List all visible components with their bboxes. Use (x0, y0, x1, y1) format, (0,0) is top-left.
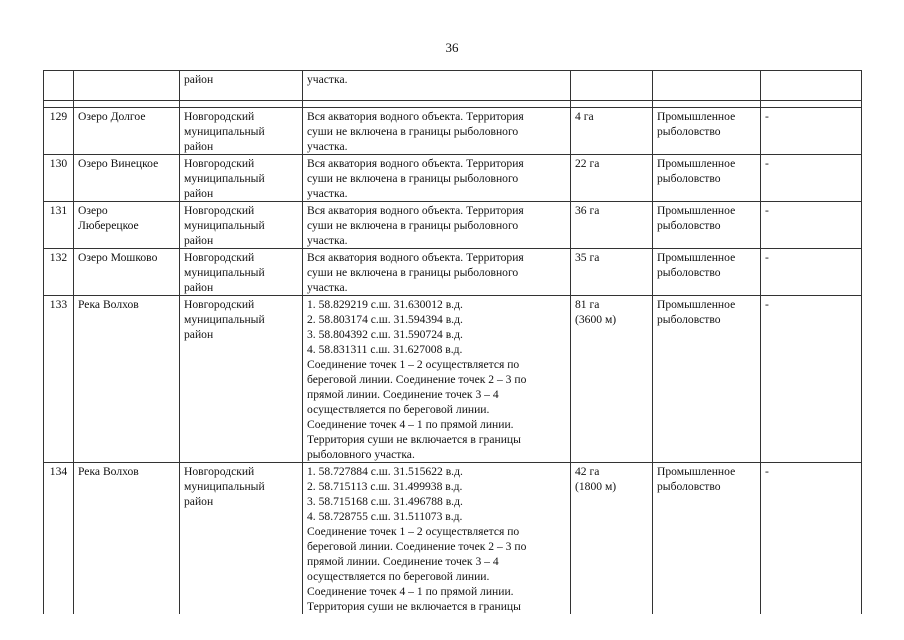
cell-area (571, 71, 653, 101)
cell-purpose: Промышленное рыболовство (653, 202, 761, 249)
spacer-row (44, 101, 862, 108)
cell-district: район (180, 71, 303, 101)
page-number: 36 (445, 40, 459, 55)
cell-num: 134 (44, 463, 74, 615)
continuation-row (44, 71, 862, 101)
cell-district: Новгородский муниципальный район (180, 202, 303, 249)
cell-purpose: Промышленное рыболовство (653, 249, 761, 296)
cell-num: 133 (44, 296, 74, 463)
cell-boundary: Вся акватория водного объекта. Территория суши не включена в границы рыболовного участка. (303, 155, 571, 202)
cell-name: Озеро Долгое (74, 108, 180, 155)
cell-purpose: Промышленное рыболовство (653, 155, 761, 202)
cell-district: Новгородский муниципальный район (180, 296, 303, 463)
cell-extra: - (761, 202, 862, 249)
cell-district: Новгородский муниципальный район (180, 463, 303, 615)
table-row (44, 296, 862, 463)
cell-purpose: Промышленное рыболовство (653, 463, 761, 615)
cell-area: 22 га (571, 155, 653, 202)
cell-num: 131 (44, 202, 74, 249)
table-row (44, 108, 862, 155)
cell-purpose: Промышленное рыболовство (653, 108, 761, 155)
cell-district: Новгородский муниципальный район (180, 108, 303, 155)
cell-name: Река Волхов (74, 463, 180, 615)
cell-extra: - (761, 155, 862, 202)
cell-area: 4 га (571, 108, 653, 155)
cell-extra: - (761, 249, 862, 296)
cell-district: Новгородский муниципальный район (180, 155, 303, 202)
cell-extra: - (761, 296, 862, 463)
cell-area: 81 га (3600 м) (571, 296, 653, 463)
cell-boundary: 1. 58.829219 с.ш. 31.630012 в.д. 2. 58.803174 с.ш. 31.594394 в.д. 3. 58.804392 с.ш. 31.590724 в.д. 4. 58.831311 с.ш. 31.627008 в.д. Соединение точек 1 – 2 осуществляется по береговой линии. Соединение точек 2 – 3 по прямой линии. Соединение точек 3 – 4 осуществляется по береговой линии. Соединение точек 4 – 1 по прямой линии. Территория суши не включается в границы рыболовного участка. (303, 296, 571, 463)
cell-name: Озеро Люберецкое (74, 202, 180, 249)
cell-boundary: Вся акватория водного объекта. Территория суши не включена в границы рыболовного участка. (303, 202, 571, 249)
cell-area: 42 га (1800 м) (571, 463, 653, 615)
cell-boundary: 1. 58.727884 с.ш. 31.515622 в.д. 2. 58.715113 с.ш. 31.499938 в.д. 3. 58.715168 с.ш. 31.496788 в.д. 4. 58.728755 с.ш. 31.511073 в.д. Соединение точек 1 – 2 осуществляется по береговой линии. Соединение точек 2 – 3 по прямой линии. Соединение точек 3 – 4 осуществляется по береговой линии. Соединение точек 4 – 1 по прямой линии. Территория суши не включается в границы (303, 463, 571, 615)
cell-area: 35 га (571, 249, 653, 296)
cell-purpose: Промышленное рыболовство (653, 296, 761, 463)
cell-num: 130 (44, 155, 74, 202)
cell-extra: - (761, 108, 862, 155)
cell-name (74, 71, 180, 101)
cell-boundary: участка. (303, 71, 571, 101)
cell-num (44, 71, 74, 101)
cell-purpose (653, 71, 761, 101)
cell-num: 129 (44, 108, 74, 155)
cell-boundary: Вся акватория водного объекта. Территория суши не включена в границы рыболовного участка. (303, 108, 571, 155)
cell-area: 36 га (571, 202, 653, 249)
table-row (44, 202, 862, 249)
table-row (44, 463, 862, 615)
cell-district: Новгородский муниципальный район (180, 249, 303, 296)
table-row (44, 249, 862, 296)
cell-name: Река Волхов (74, 296, 180, 463)
fishing-areas-table (43, 70, 862, 614)
cell-extra (761, 71, 862, 101)
table-row (44, 155, 862, 202)
cell-name: Озеро Мошково (74, 249, 180, 296)
cell-boundary: Вся акватория водного объекта. Территория суши не включена в границы рыболовного участка. (303, 249, 571, 296)
cell-extra: - (761, 463, 862, 615)
cell-name: Озеро Винецкое (74, 155, 180, 202)
cell-num: 132 (44, 249, 74, 296)
